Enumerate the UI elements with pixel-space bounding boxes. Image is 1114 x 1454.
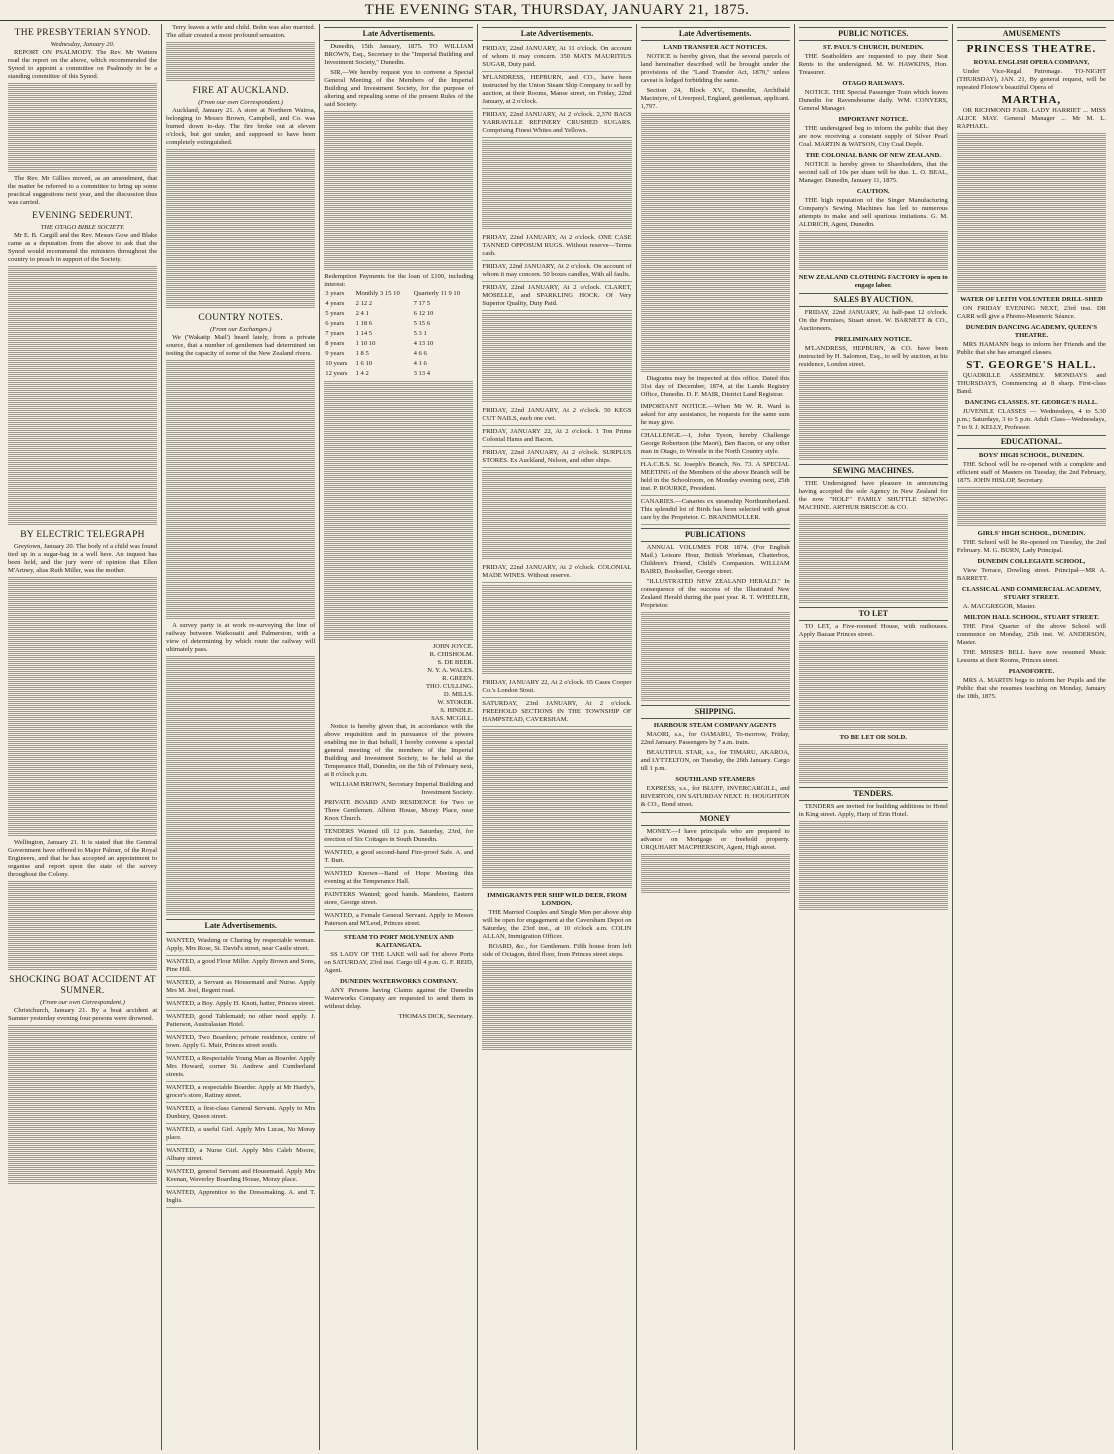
heading-preliminary-notice: PRELIMINARY NOTICE. (834, 336, 912, 343)
classified-ad: WANTED, Apprentice to the Dressmaking. A. and T. Inglis. (166, 1187, 315, 1208)
classified-ad: WANTED, a Nurse Girl. Apply Mrs Caleb Moore, Albany street. (166, 1145, 315, 1166)
heading-drill-shed: WATER OF LEITH VOLUNTEER DRILL-SHED (960, 296, 1103, 303)
heading-collegiate-school: DUNEDIN COLLEGIATE SCHOOL, (977, 558, 1086, 565)
article-text-block (799, 231, 948, 271)
heading-tenders: TENDERS. (799, 787, 948, 801)
classified-ad: WANTED, general Servant and Housemaid. Apply Mrs Keenan, Waverley Boarding House, Moray place. (166, 1166, 315, 1187)
heading-st-georges-hall: ST. GEORGE'S HALL. (966, 359, 1097, 371)
table-row: 6 years 1 18 6 5 15 6 (325, 320, 431, 327)
auction-ad: FRIDAY, 22nd JANUARY, At 11 o'clock. On account of whom it may concern. 350 MATS MAURITIUS SUGAR, Duty paid. (482, 43, 631, 72)
table-row: 5 years 2 4 1 6 12 10 (325, 310, 434, 317)
article-text: THE undersigned beg to inform the public that they are now receiving a constant supply of Silver Pearl Coal. MARTIN & WATSON, City Coal Depôt. (798, 125, 948, 148)
article-text: EXPRESS, s.s., for BLUFF, INVERCARGILL, and RIVERTON, ON SATURDAY NEXT. H. HOUGHTON & CO., Bond street. (640, 785, 790, 808)
article-text-block (641, 113, 790, 373)
article-text-block (482, 729, 631, 889)
table-row: 10 years 1 6 10 4 1 6 (325, 360, 427, 367)
heading-clothing-factory: NEW ZEALAND CLOTHING FACTORY is open to engage labor. (798, 274, 948, 289)
article-text: MRS HAMANN begs to inform her Friends and the Public that she has arranged classes. (956, 341, 1106, 356)
article-text-block (482, 961, 631, 1051)
article-text: OR RICHMOND FAIR. LADY HARRIET ... MISS ALICE MAY. General Manager ... Mr M. L. RAPHAEL. (956, 107, 1106, 130)
column-1 (4, 24, 162, 1450)
article-text: Section 24, Block XV., Dunedin, Archibald Macintyre, of Liverpool, England, gentleman, applicant. 1,797. (640, 87, 790, 110)
article-text: THE high reputation of the Singer Manufacturing Company's Sewing Machines has led to numerous attempts to make and sell spurious imitations. G. M. ALDRICH, Agent, Dunedin. (798, 197, 948, 228)
auction-ad: FRIDAY, 22nd JANUARY, At 2 o'clock. COLONIAL MADE WINES. Without reserve. (482, 562, 631, 583)
classified-ad: WANTED, a Female General Servant. Apply to Messrs Paterson and M'Leod, Princes street. (324, 910, 473, 931)
column-4 (478, 24, 636, 1450)
table-row: 8 years 1 10 10 4 13 10 (325, 340, 434, 347)
table-row: 7 years 1 14 5 5 3 1 (325, 330, 427, 337)
heading-amusements: AMUSEMENTS (957, 27, 1106, 41)
article-text: SS LADY OF THE LAKE will sail for above Ports on SATURDAY, 23rd inst. Cargo till 4 p.m. G. F. REID, Agent. (324, 951, 474, 974)
column-5 (637, 24, 795, 1450)
classified-ad: WANTED, Washing or Charing by respectable woman. Apply, Mrs Rose, St. David's street, near Castle street. (166, 935, 315, 956)
article-text: Under Vice-Regal Patronage. TO-NIGHT (THURSDAY), JAN. 21, By general request, will be repeated Flotow's beautiful Opera of (956, 68, 1106, 91)
article-text: THE School will be Re-opened on Tuesday, the 2nd February. M. G. BURN, Lady Principal. (956, 539, 1106, 554)
article-text: THE MISSES BELL have now resumed Music Lessons at their Rooms, Princes street. (956, 649, 1106, 664)
heading-caution: CAUTION. (856, 188, 890, 195)
article-text-block (482, 313, 631, 403)
article-text: Greytown, January 20. The body of a child was found tied up in a sugar-bag in a well here. An inquest has been held, and the jury were of opinion that Ellen M'Artney, alias Ruth Miller, was the mother. (8, 543, 158, 574)
signature: WILLIAM BROWN, Secretary Imperial Building and Investment Society. (329, 781, 474, 796)
article-text-block (799, 371, 948, 461)
article-text-block (166, 360, 315, 620)
auction-ad: FRIDAY, JANUARY 22, At 2 o'clock. 1 Ton Prime Colonial Hams and Bacon. (482, 426, 631, 447)
heading-shipping: SHIPPING. (641, 705, 790, 719)
classified-ad: H.A.C.B.S. St. Joseph's Branch, No. 73. A SPECIAL MEETING of the Members of the above Branch will be held in the Schoolroom, on Monday evening next, 25th inst. P. ROURKE, President. (641, 459, 790, 496)
heading-waterworks: DUNEDIN WATERWORKS COMPANY. (340, 978, 458, 985)
heading-boat-accident: SHOCKING BOAT ACCIDENT AT SUMNER. (9, 975, 156, 996)
article-text: View Terrace, Dowling street. Principal—MR A. BARRETT. (956, 567, 1106, 582)
column-2 (162, 24, 320, 1450)
classified-ad: WANTED, a first-class General Servant. Apply to Mrs Dunbury, Queen street. (166, 1103, 315, 1124)
heading-southland-steamers: SOUTHLAND STEAMERS (675, 776, 755, 783)
article-text-block (166, 42, 315, 82)
table-row: 9 years 1 8 5 4 6 6 (325, 350, 427, 357)
article-text: Mr E. B. Cargill and the Rev. Messrs Gow and Blake came as a deputation from the above to ask that the Synod would recommend the ministers throughout the country to preach in support of the Society. (8, 232, 158, 263)
column-7 (953, 24, 1110, 1450)
article-text-block (8, 881, 157, 971)
heading-late-ads: Late Advertisements. (641, 27, 790, 41)
article-text-block (482, 470, 631, 560)
article-text: The Rev. Mr Gillies moved, as an amendment, that the matter be referred to a committee to bring up some practical suggestions next year, and the discussion thus was carried. (8, 175, 158, 206)
auction-ad: FRIDAY, 22nd JANUARY, At 2 o'clock. SURPLUS STORES. Ex Auckland, Nelson, and other ships. (482, 447, 631, 468)
article-text-block (324, 381, 473, 641)
heading-publications: PUBLICATIONS (641, 528, 790, 542)
heading-harbour-steam: HARBOUR STEAM COMPANY AGENTS (653, 722, 777, 729)
heading-telegraph: BY ELECTRIC TELEGRAPH (20, 530, 145, 540)
article-text: SIR,—We hereby request you to convene a Special General Meeting of the Members of the Imperial Building and Investment Society, for the purpose of altering and repealing some of the present Rules of the said Society. (324, 69, 474, 108)
article-text: NOTICE is hereby given, that the several parcels of land hereinafter described will be brought under the provisions of the "Land Transfer Act, 1870," unless caveat is lodged forbidding the same. (640, 53, 790, 84)
article-text: We ('Wakatip Mail') heard lately, from a private source, that a number of gentlemen had determined on testing the capacity of some of the New Zealand rivers. (166, 334, 316, 357)
article-text: FRIDAY, 22nd JANUARY, At half-past 12 o'clock. On the Premises, Stuart street. W. BARNETT & CO., Auctioneers. (798, 309, 948, 332)
article-text-block (641, 612, 790, 702)
article-text: MONEY.—I have principals who are prepared to advance on Mortgage or freehold property. URQUHART MACPHERSON, Agent, High street. (640, 828, 790, 851)
classified-ad: WANTED, a good Flour Miller. Apply Brown and Sons, Pine Hill. (166, 956, 315, 977)
auction-ad: FRIDAY, 22nd JANUARY, At 2 o'clock. CLARET, MOSELLE, and SPARKLING HOCK. Of Very Superior Quality, Duty Paid. (482, 282, 631, 311)
heading-educational: EDUCATIONAL. (957, 435, 1106, 449)
heading-late-ads: Late Advertisements. (324, 27, 473, 41)
heading-public-notices: PUBLIC NOTICES. (799, 27, 948, 41)
signature: THOMAS DICK, Secretary. (398, 1013, 474, 1020)
heading-money: MONEY (641, 812, 790, 826)
classified-ad: IMPORTANT NOTICE.—When Mr W. R. Ward is asked for any assistance, he requests for the same sum he may give. (641, 401, 790, 430)
article-text-block (482, 585, 631, 675)
heading-colonial-bank: THE COLONIAL BANK OF NEW ZEALAND. (805, 152, 941, 159)
article-text: MAORI, s.s., for OAMARU, To-morrow, Friday, 22nd January. Passengers by 7 a.m. train. (640, 731, 790, 746)
subheading: (From our Exchanges.) (209, 326, 272, 333)
subheading: THE OTAGO BIBLE SOCIETY. (40, 224, 125, 231)
auction-ad: FRIDAY, 22nd JANUARY, At 2 o'clock. 2,370 BAGS YARRAVILLE REFINERY CRUSHED SUGARS. Comprising Finest Whites and Yellows. (482, 109, 631, 138)
auction-ad: FRIDAY, 22nd JANUARY, At 2 o'clock. On account of whom it may concern. 50 boxes candles, With all faults. (482, 261, 631, 282)
heading-boys-high-school: BOYS' HIGH SCHOOL, DUNEDIN. (978, 452, 1084, 459)
auction-ad: M'LANDRESS, HEPBURN, and CO., have been instructed by the Union Steam Ship Company to sell by auction, at their Rooms, Manse street, on Friday, 22nd January, at 2 o'clock. (482, 72, 631, 109)
article-text: M'LANDRESS, HEPBURN, & CO. have been instructed by H. Salomon, Esq., to sell by auction, at his residence, London street. (798, 345, 948, 368)
auction-ad: FRIDAY, JANUARY 22, At 2 o'clock. 65 Cases Cooper Co.'s London Stout. (482, 677, 631, 698)
classified-ad: WANTED, good Tablemaid; no other need apply. J. Patterson, Australasian Hotel. (166, 1011, 315, 1032)
heading-immigrants: IMMIGRANTS PER SHIP WILD DEER, FROM LONDON. (487, 892, 627, 907)
article-text-block (799, 821, 948, 911)
classified-ad: WANTED Known—Band of Hope Meeting this evening at the Temperance Hall. (324, 868, 473, 889)
article-text: ANY Persons having Claims against the Dunedin Waterworks Company are requested to send them in without delay. (324, 987, 474, 1010)
heading-steam: STEAM TO PORT MOLYNEUX AND KAITANGATA. (343, 934, 454, 949)
classified-ad: WANTED, a respectable Boarder. Apply at Mr Hardy's, grocer's store, Rattray street. (166, 1082, 315, 1103)
heading-st-pauls: ST. PAUL'S CHURCH, DUNEDIN. (823, 44, 924, 51)
article-text: Auckland, January 21. A store at Northern Wairoa, belonging to Messrs Brown, Campbell, and Co. was burned down to-day. The fire broke out at eleven o'clock, but got under, and supposed to have been completely extinguished. (166, 107, 316, 146)
heading-dancing-classes: DANCING CLASSES. ST. GEORGE'S HALL. (964, 399, 1098, 406)
subheading: (From our own Correspondent.) (40, 999, 125, 1006)
article-text-block (482, 140, 631, 230)
article-text: THE First Quarter of the above School will commence on Monday, 25th inst. W. ANDERSON, Master. (956, 623, 1106, 646)
opera-title: MARTHA, (1001, 94, 1062, 106)
article-text: NOTICE. THE Special Passenger Train which leaves Dunedin for Ravensbourne daily. WM. CONYERS, General Manager. (798, 89, 948, 112)
heading-dancing-academy: DUNEDIN DANCING ACADEMY, QUEEN'S THEATRE. (965, 324, 1098, 339)
classified-ad: WANTED, a Boy. Apply H. Knott, hatter, Princes street. (166, 998, 315, 1011)
classified-ad: WANTED, a Servant as Housemaid and Nurse. Apply Mrs M. Joel, Regent road. (166, 977, 315, 998)
table-row: 12 years 1 4 2 3 13 4 (325, 370, 431, 377)
article-text-block (8, 577, 157, 837)
heading-sewing-machines: SEWING MACHINES. (799, 464, 948, 478)
article-text: THE School will be re-opened with a complete and efficient staff of Masters on Tuesday, the 2nd February, 1875. JOHN HISLOP, Secretary. (956, 461, 1106, 484)
classified-ad: PAINTERS Wanted; good hands. Mandeno, Eastern store, George street. (324, 889, 473, 910)
article-text-block (166, 149, 315, 309)
article-text-block (8, 1025, 157, 1185)
column-3 (320, 24, 478, 1450)
heading-important-notice: IMPORTANT NOTICE. (838, 116, 909, 123)
article-text: THE Married Couples and Single Men per above ship will be open for engagement at the Caversham Depot on Saturday, the 23rd inst., at 10 o'clock a.m. COLIN ALLAN, Immigration Officer. (482, 909, 632, 940)
classified-ad: CHALLENGE.—I, John Tyson, hereby Challenge George Robertson (the Maori), Ben Bacon, or any other man in Otago, to Wrestle in the North Country style. (641, 430, 790, 459)
article-text: ANNUAL VOLUMES FOR 1874. (For English Mail.) Leisure Hour, British Workman, Chatterbox, Children's Friend, Child's Companion. WILLIAM BAIRD, Bookseller, George street. (640, 544, 790, 575)
heading-otago-railways: OTAGO RAILWAYS. (842, 80, 905, 87)
article-text: BOARD, &c., for Gentlemen. Fifth house from left side of Octagon, third floor, from Princes street steps. (482, 943, 632, 958)
article-text: Christchurch, January 21. By a boat accident at Sumner yesterday evening four persons were drowned. (8, 1007, 158, 1022)
article-text: A survey party is at work re-surveying the line of railway between Waikouaiti and Palmerston, with a view of determining by which route the railway will ultimately pass. (166, 622, 316, 653)
classified-ad: TENDERS Wanted till 12 p.m. Saturday, 23rd, for erection of Six Cottages in South Dunedin. (324, 826, 473, 847)
article-text: NOTICE is hereby given to Shareholders, that the second call of 10s per share will be due. L. O. BEAL, Manager. Dunedin, January 11, 1875. (798, 161, 948, 184)
auction-ad: FRIDAY, 22nd JANUARY, At 2 o'clock. ONE CASE TANNED OPPOSUM RUGS. Without reserve—Terms cash. (482, 232, 631, 261)
table-title: Redemption Payments for the loan of £100, including interest: (324, 273, 474, 288)
classified-ad: PRIVATE BOARD AND RESIDENCE for Two or Three Gentlemen. Albion House, Moray Place, near Knox Church. (324, 797, 473, 826)
heading-princess-theatre: PRINCESS THEATRE. (966, 43, 1097, 55)
article-text-block (324, 111, 473, 271)
article-text-block (641, 854, 790, 894)
article-text: THE Seatholders are requested to pay their Seat Rents to the undersigned. M. W. HAWKINS, Hon. Treasurer. (798, 53, 948, 76)
article-text: "ILLUSTRATED NEW ZEALAND HERALD." In consequence of the success of the Illustrated New Zealand Herald during the past year. R. T. WHEELER, Proprietor. (640, 578, 790, 609)
article-text-block (8, 83, 157, 173)
columns (4, 24, 1110, 1450)
heading-country-notes: COUNTRY NOTES. (198, 313, 284, 323)
article-text: JUVENILE CLASSES — Wednesdays, 4 to 5.30 p.m.; Saturdays, 3 to 5 p.m. Adult Class—Wednesdays, 7 to 9. J. KELLY, Professor. (956, 408, 1106, 431)
article-text: REPORT ON PSALMODY. The Rev. Mr Watters read the report on the above, which recommended the Synod to appoint a committee on Psalmody to be a standing committee of this Synod. (8, 49, 158, 80)
article-text: THE Undersigned have pleasure in announcing having accepted the sole Agency in New Zealand for the now "HOLF" FAMILY SHUTTLE SEWING MACHINE. ARTHUR BRISCOE & CO. (798, 480, 948, 511)
article-text-block (957, 487, 1106, 527)
classified-ad: WANTED, a good second-hand Fire-proof Safe. A. and T. Burt. (324, 847, 473, 868)
auction-ad: SATURDAY, 23rd JANUARY, At 2 o'clock. FREEHOLD SECTIONS IN THE TOWNSHIP OF HAMPSTEAD, CAVERSHAM. (482, 698, 631, 727)
article-text: QUADRILLE ASSEMBLY. MONDAYS and THURSDAYS, Commencing at 8 sharp. First-class Band. (956, 372, 1106, 395)
classified-ad: WANTED, a useful Girl. Apply Mrs Lucas, No Moray place. (166, 1124, 315, 1145)
article-text: Wellington, January 21. It is stated that the General Government have offered to Major Palmer, of the Royal Engineers, and that he has accepted an appointment to organise and report upon the state of the survey throughout the Colony. (8, 839, 158, 878)
article-text-block (799, 641, 948, 731)
heading-late-ads: Late Advertisements. (482, 27, 631, 41)
heading-land-transfer: LAND TRANSFER ACT NOTICES. (663, 44, 768, 51)
classified-ad: WANTED, Two Boarders; private residence, centre of town. Apply G. Muir, Princes street south. (166, 1032, 315, 1053)
heading-girls-high-school: GIRLS' HIGH SCHOOL, DUNEDIN. (977, 530, 1086, 537)
heading-to-be-let-or-sold: TO BE LET OR SOLD. (839, 734, 907, 741)
article-text: Diagrams may be inspected at this office. Dated this 31st day of December, 1874, at the Lands Registry Office, Dunedin. D. F. MAIR, District Land Registrar. (640, 375, 790, 398)
heading-opera-company: ROYAL ENGLISH OPERA COMPANY, (973, 59, 1090, 66)
heading-synod: THE PRESBYTERIAN SYNOD. (14, 28, 151, 38)
synod-date: Wednesday, January 20. (50, 41, 115, 48)
article-text: ON FRIDAY EVENING NEXT, 23rd inst. DR CARR will give a Phreno-Mesmeric Séance. (956, 305, 1106, 320)
table-row: 4 years 2 12 2 7 17 5 (325, 300, 431, 307)
masthead: THE EVENING STAR, THURSDAY, JANUARY 21, 1875. (0, 0, 1114, 21)
heading-to-let: TO LET (799, 607, 948, 621)
table-row: 3 years Monthly 3 15 10 Quarterly 11 9 10 (325, 290, 461, 297)
classified-ad: CANARIES.—Canaries ex steamship Northumberland. This splendid lot of Birds has been selected with great care by the Proprietor. C. BRANDMULLER. (641, 496, 790, 525)
column-6 (795, 24, 953, 1450)
auction-ad: FRIDAY, 22nd JANUARY, At 2 o'clock. 50 KEGS CUT NAILS, each one cwt. (482, 405, 631, 426)
heading-pianoforte: PIANOFORTE. (1008, 668, 1055, 675)
heading-evening-sederunt: EVENING SEDERUNT. (32, 211, 134, 221)
heading-fire-auckland: FIRE AT AUCKLAND. (192, 86, 289, 96)
redemption-table (324, 289, 473, 379)
article-text: TO LET, a Five-roomed House, with outhouses. Apply Bazaar Princes street. (798, 623, 948, 638)
heading-classical-academy: CLASSICAL AND COMMERCIAL ACADEMY, STUART STREET. (961, 586, 1101, 601)
heading-late-ads: Late Advertisements. (166, 919, 315, 933)
heading-sales-by-auction: SALES BY AUCTION. (799, 293, 948, 307)
classified-ad: WANTED, a Respectable Young Man as Boarder. Apply Mrs Howard, corner St. Andrew and Cumberland streets. (166, 1053, 315, 1082)
article-text: BEAUTIFUL STAR, s.s., for TIMARU, AKAROA, and LYTTELTON, on Tuesday, the 26th January. Cargo till 1 p.m. (640, 749, 790, 772)
subheading: (From our own Correspondent.) (198, 99, 284, 106)
article-text: Dunedin, 15th January, 1875. TO WILLIAM BROWN, Esq., Secretary to the "Imperial Building and Investment Society," Dunedin. (324, 43, 474, 66)
article-text-block (799, 744, 948, 784)
article-text-block (799, 514, 948, 604)
article-text: Notice is hereby given that, in accordance with the above requisition and in pursuance of the powers enabling me in that behalf, I hereby convene a special general meeting of the members of the Imperial Building and Investment Society, to be held at the Temperance Hall, Dunedin, on the 5th of February next, at 8 o'clock p.m. (324, 723, 474, 778)
article-text-block (166, 656, 315, 916)
article-text: MRS A. MARTIN begs to inform her Pupils and the Public that she resumes teaching on Monday, January the 18th, 1875. (956, 677, 1106, 700)
article-text: Terry leaves a wife and child. Bohn was also married. The affair created a most profound sensation. (166, 24, 316, 39)
article-text-block (957, 133, 1106, 293)
signatory-list: JOHN JOYCE. R. CHISHOLM. S. DE BEER. N. Y. A. WALES. R. GREEN. THO. CULLING. D. MILLS. W. STOKER. S. HINDLE. SAS. MCGILL. (425, 643, 474, 722)
article-text: A. MACGREGOR, Master. (962, 603, 1036, 610)
heading-milton-hall: MILTON HALL SCHOOL, STUART STREET. (963, 614, 1099, 621)
article-text-block (8, 266, 157, 526)
article-text: TENDERS are invited for building additions to Hotel in King street. Apply, Harp of Erin Hotel. (798, 803, 948, 818)
